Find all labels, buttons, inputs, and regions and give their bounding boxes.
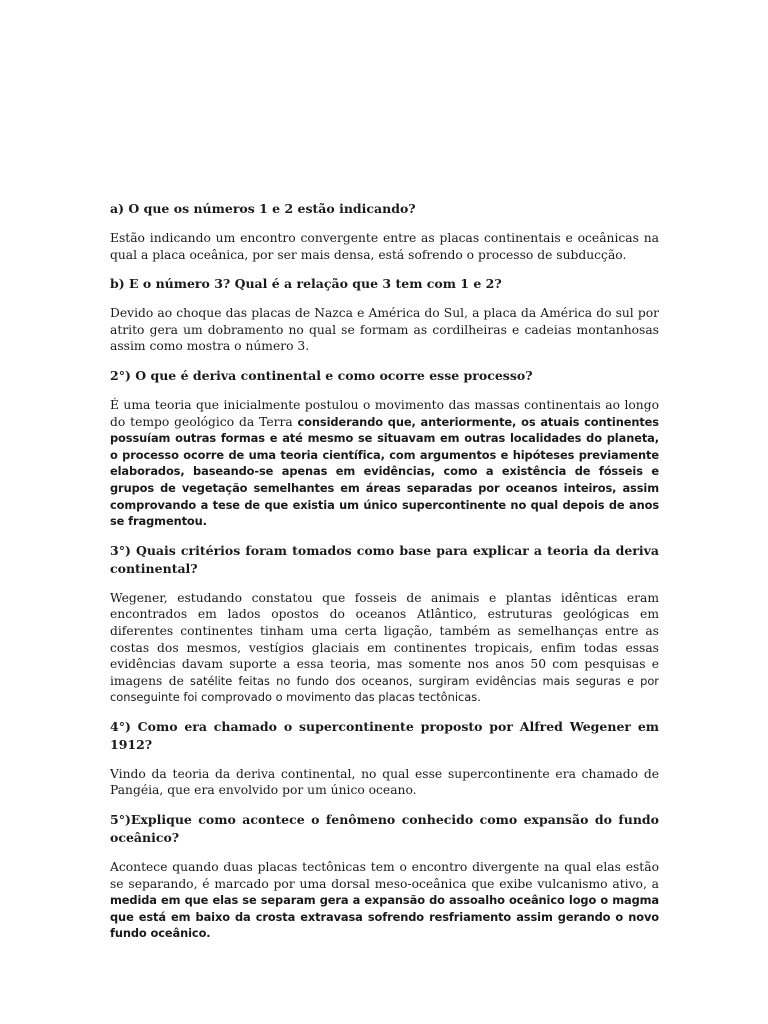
answer-2-part2: considerando que, anteriormente, os atuais continentes possuíam outras formas e até mesmo se situavam em outras localidades do planeta, o processo ocorre de uma teoria científica, com argumentos e hipóteses previamente elaborados, baseando-se apenas em evidências, como a existência de fósseis e grupos de vegetação semelhantes em áreas separadas por oceanos inteiros, assim comprovando a tese de que existia um único supercontinente no qual depois de anos se fragmentou.	[110, 414, 659, 529]
question-3: 3°) Quais critérios foram tomados como base para explicar a teoria da deriva continental?	[110, 542, 659, 576]
answer-5-part2: medida em que elas se separam gera a expansão do assoalho oceânico logo o magma que está em baixo da crosta extravasa sofrendo resfriamento assim gerando o novo fundo oceânico.	[110, 893, 659, 941]
question-2: 2°) O que é deriva continental e como ocorre esse processo?	[110, 367, 533, 383]
answer-b: Devido ao choque das placas de Nazca e América do Sul, a placa da América do sul por atrito gera um dobramento no qual se formam as cordilheiras e cadeias montanhosas assim como mostra o número 3.	[110, 306, 659, 354]
answer-2	[110, 397, 659, 530]
question-a: a) O que os números 1 e 2 estão indicando?	[110, 201, 416, 216]
answer-2-part1: É uma teoria que inicialmente postulou o movimento das massas continentais ao longo do tempo geológico da Terra	[110, 397, 659, 429]
answer-3-part2: satélite feitas no fundo dos oceanos, surgiram evidências mais seguras e por conseguinte foi comprovado o movimento das placas tectônicas.	[110, 673, 659, 705]
answer-3	[110, 590, 659, 706]
answer-a: Estão indicando um encontro convergente entre as placas continentais e oceânicas na qual a placa oceânica, por ser mais densa, está sofrendo o processo de subducção.	[110, 231, 659, 262]
document-page	[110, 200, 659, 954]
answer-4: Vindo da teoria da deriva continental, no qual esse supercontinente era chamado de Pangéia, que era envolvido por um único oceano.	[110, 766, 659, 798]
question-b: b) E o número 3? Qual é a relação que 3 tem com 1 e 2?	[110, 276, 502, 292]
answer-3-part1: Wegener, estudando constatou que fosseis de animais e plantas idênticas eram encontrados em lados opostos do oceanos Atlântico, estruturas geológicas em diferentes continentes tinham uma certa ligação, também as semelhanças entre as costas dos mesmos, vestígios glaciais em continentes tropicais, enfim todas essas evidências davam suporte a essa teoria, mas somente nos anos 50 com pesquisas e imagens de	[110, 590, 659, 688]
answer-5	[110, 859, 659, 942]
answer-5-part1: Acontece quando duas placas tectônicas tem o encontro divergente na qual elas estão se separando, é marcado por uma dorsal meso-oceânica que exibe vulcanismo ativo, a	[110, 860, 659, 891]
question-4: 4°) Como era chamado o supercontinente proposto por Alfred Wegener em 1912?	[110, 718, 659, 752]
question-5: 5°)Explique como acontece o fenômeno conhecido como expansão do fundo oceânico?	[110, 812, 659, 846]
